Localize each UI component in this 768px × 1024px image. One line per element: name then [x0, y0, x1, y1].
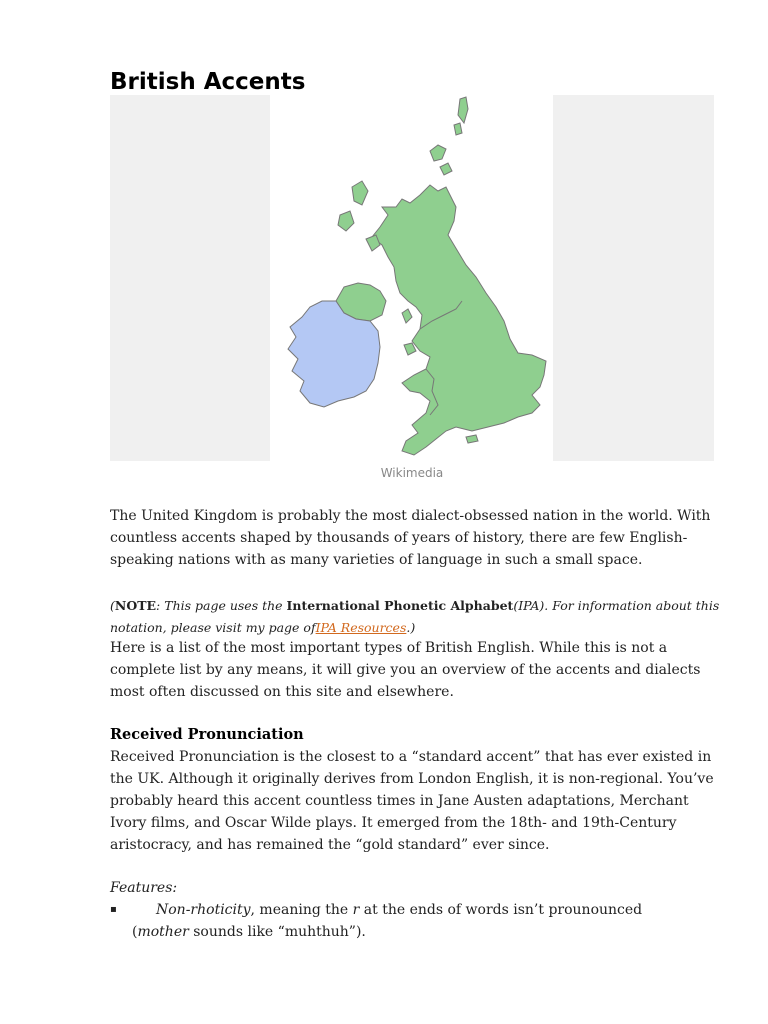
feature-text	[156, 899, 716, 921]
british-isles-map	[270, 95, 553, 461]
isle-of-wight-shape	[466, 435, 478, 443]
bullet-icon: ▪	[110, 904, 117, 915]
cont-open-paren: (	[132, 924, 138, 940]
ipa-name: International Phonetic Alphabet	[286, 598, 514, 613]
feature-continuation	[132, 921, 722, 943]
map-panel	[270, 95, 553, 461]
feature-letter: r	[352, 902, 360, 918]
feature-term: Non-rhoticity	[156, 902, 251, 918]
hebrides-shape	[352, 181, 368, 205]
great-britain-shape	[372, 185, 546, 455]
note-close: .)	[406, 620, 416, 635]
page-title: British Accents	[110, 69, 306, 95]
note-open-paren: (	[110, 598, 115, 613]
features-label: Features:	[110, 880, 178, 896]
rp-heading: Received Pronunciation	[110, 726, 304, 743]
shetland-shape	[454, 123, 462, 135]
example-word: mother	[137, 924, 189, 940]
feature-text-a: , meaning the	[250, 902, 353, 918]
intro-paragraph: The United Kingdom is probably the most dialect-obsessed nation in the world. With countless accents shaped by thousands of years of history, there are few English-speaking nations with as many varieties of language in such a small space.	[110, 508, 711, 568]
hebrides-shape	[338, 211, 354, 231]
ipa-note	[110, 595, 720, 639]
map-figure	[110, 95, 714, 461]
note-text: : This page uses the	[156, 598, 287, 613]
ipa-resources-link[interactable]: IPA Resources	[315, 620, 407, 635]
shetland-shape	[458, 97, 468, 123]
rp-paragraph: Received Pronunciation is the closest to a “standard accent” that has ever existed in the UK. Although it originally derives from London English, it is non-regional. You’ve probably heard this accent countless times in Jane Austen adaptations, Merchant Ivory films, and Oscar Wilde plays. It emerged from the 18th- and 19th-Century aristocracy, and has remained the “gold standard” ever since.	[110, 749, 714, 853]
ipa-abbrev: (IPA). For information about this notation, please visit my page of	[110, 598, 720, 635]
list-intro-paragraph: Here is a list of the most important types of British English. While this is not a complete list by any means, it will give you an overview of the accents and dialects most often discussed on this site and elsewhere.	[110, 640, 701, 700]
figure-caption: Wikimedia	[380, 466, 444, 480]
cont-rest: sounds like “muhthuh”).	[188, 924, 366, 940]
orkney-shape	[430, 145, 446, 161]
feature-text-b: at the ends of words isn’t prounounced	[359, 902, 643, 918]
isle-of-man-shape	[402, 309, 412, 323]
orkney-shape	[440, 163, 452, 175]
note-label: NOTE	[114, 598, 157, 613]
anglesey-shape	[404, 343, 416, 355]
